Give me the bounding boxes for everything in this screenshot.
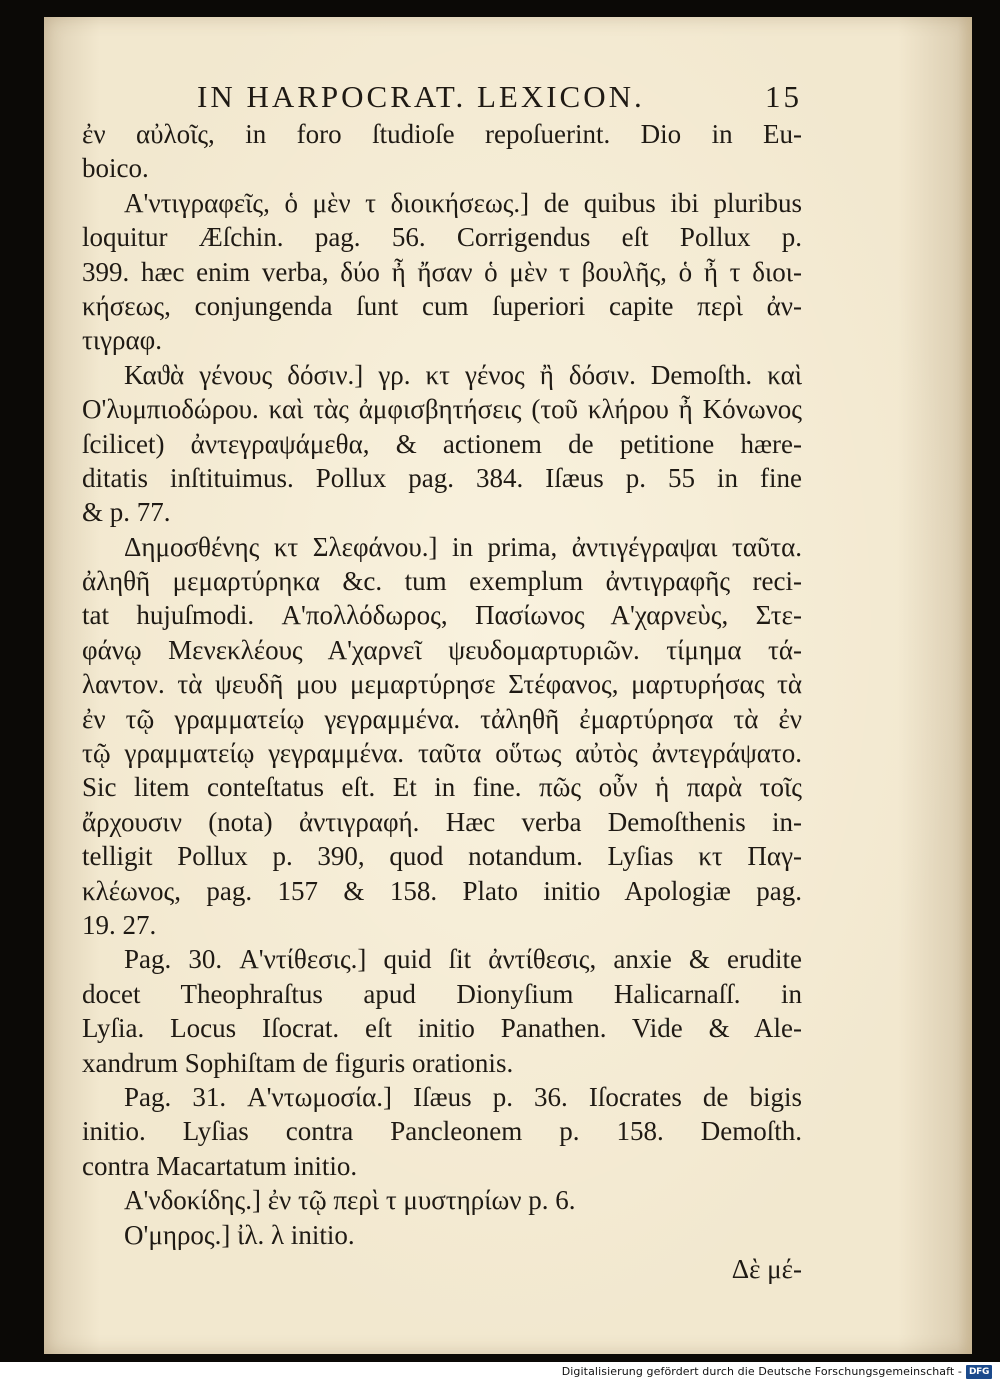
text-line: docet Theophraſtus apud Dionyſium Halicarnaſſ. in <box>82 978 802 1009</box>
text-line: & p. 77. <box>82 497 171 528</box>
text-line: τῷ γραμματείῳ γεγραμμένα. ταῦτα οὕτως αὐτὸς ἀντεγράψατο. <box>82 738 802 769</box>
text-line: Ο'μηρος.] ἰλ. λ initio. <box>124 1219 355 1250</box>
catchword: Δὲ μέ- <box>731 1253 802 1284</box>
text-line: initio. Lyſias contra Pancleonem p. 158. Demoſth. <box>82 1116 802 1147</box>
text-block <box>82 77 802 1286</box>
running-head-title: IN HARPOCRAT. LEXICON. <box>197 79 645 114</box>
text-line: Καϑὰ γένους δόσιν.] γρ. κτ γένος ἢ δόσιν. Demoſth. καὶ <box>124 359 802 390</box>
text-line: τιγραφ. <box>82 325 162 356</box>
footer-bar <box>0 1362 1000 1383</box>
text-line: contra Macartatum initio. <box>82 1150 358 1181</box>
text-line: Sic litem conteſtatus eſt. Et in fine. πῶς οὖν ἡ παρὰ τοῖς <box>82 772 802 803</box>
text-line: Δημοσθένης κτ Σλεφάνου.] in prima, ἀντιγέγραψαι ταῦτα. <box>124 531 802 562</box>
text-line: Lyſia. Locus Iſocrat. eſt initio Panathen. Vide & Ale- <box>82 1013 802 1044</box>
text-line: ἐν αὐλοῖς, in foro ſtudioſe repoſuerint. Dio in Eu- <box>82 119 802 149</box>
page-number: 15 <box>765 79 802 114</box>
text-line: ſcilicet) ἀντεγραψάμεθα, & actionem de petitione hære- <box>82 428 802 459</box>
text-line: 19. 27. <box>82 909 157 940</box>
text-line: 399. hæc enim verba, δύο ἦ ἤσαν ὁ μὲν τ βουλῆς, ὁ ἦ τ διοι- <box>82 256 802 287</box>
text-line: xandrum Sophiſtam de figuris orationis. <box>82 1047 514 1078</box>
text-line: telligit Pollux p. 390, quod notandum. Lyſias κτ Παγ- <box>82 841 802 872</box>
text-line: boico. <box>82 153 149 184</box>
text-line: λαντον. τὰ ψευδῆ μου μεμαρτύρησε Στέφανος, μαρτυρήσας τὰ <box>82 669 802 700</box>
funding-credit: Digitalisierung gefördert durch die Deutsche Forschungsgemeinschaft - <box>561 1365 962 1378</box>
text-line: loquitur Æſchin. pag. 56. Corrigendus eſt Pollux p. <box>82 222 802 253</box>
text-line: φάνῳ Μενεκλέους Α'χαρνεῖ ψευδομαρτυριῶν. τίμημα τά- <box>82 634 802 665</box>
text-line: κήσεως, conjungenda ſunt cum ſuperiori capite περὶ ἀν- <box>82 290 802 321</box>
text-line: ἐν τῷ γραμματείῳ γεγραμμένα. τἀληθῆ ἐμαρτύρησα τὰ ἐν <box>82 703 802 734</box>
text-line: κλέωνος, pag. 157 & 158. Plato initio Apologiæ pag. <box>82 875 802 906</box>
text-line: Pag. 30. Α'ντίθεσις.] quid ſit ἀντίθεσις, anxie & erudite <box>124 944 802 975</box>
text-line: Α'ντιγραφεῖς, ὁ μὲν τ διοικήσεως.] de quibus ibi pluribus <box>124 187 802 218</box>
text-line: ditatis inſtituimus. Pollux pag. 384. Iſæus p. 55 in fine <box>82 462 802 493</box>
text-line: ἄρχουσιν (nota) ἀντιγραφή. Hæc verba Demoſthenis in- <box>82 806 802 837</box>
page-edge <box>958 17 972 1354</box>
text-line: Ο'λυμπιοδώρου. καὶ τὰς ἀμφισβητήσεις (τοῦ κλήρου ἦ Κόνωνος <box>82 394 802 425</box>
text-line: tat hujuſmodi. Α'πολλόδωρος, Πασίωνος Α'χαρνεὺς, Στε- <box>82 600 802 631</box>
text-line: Α'νδοκίδης.] ἐν τῷ περὶ τ μυστηρίων p. 6. <box>124 1185 576 1216</box>
running-head <box>82 77 802 117</box>
text-line: ἀληθῆ μεμαρτύρηκα &c. tum exemplum ἀντιγραφῆς reci- <box>82 566 802 597</box>
text-line: Pag. 31. Α'ντωμοσία.] Iſæus p. 36. Iſocrates de bigis <box>124 1081 802 1112</box>
dfg-logo-icon: DFG <box>966 1365 992 1379</box>
book-page <box>44 17 972 1354</box>
